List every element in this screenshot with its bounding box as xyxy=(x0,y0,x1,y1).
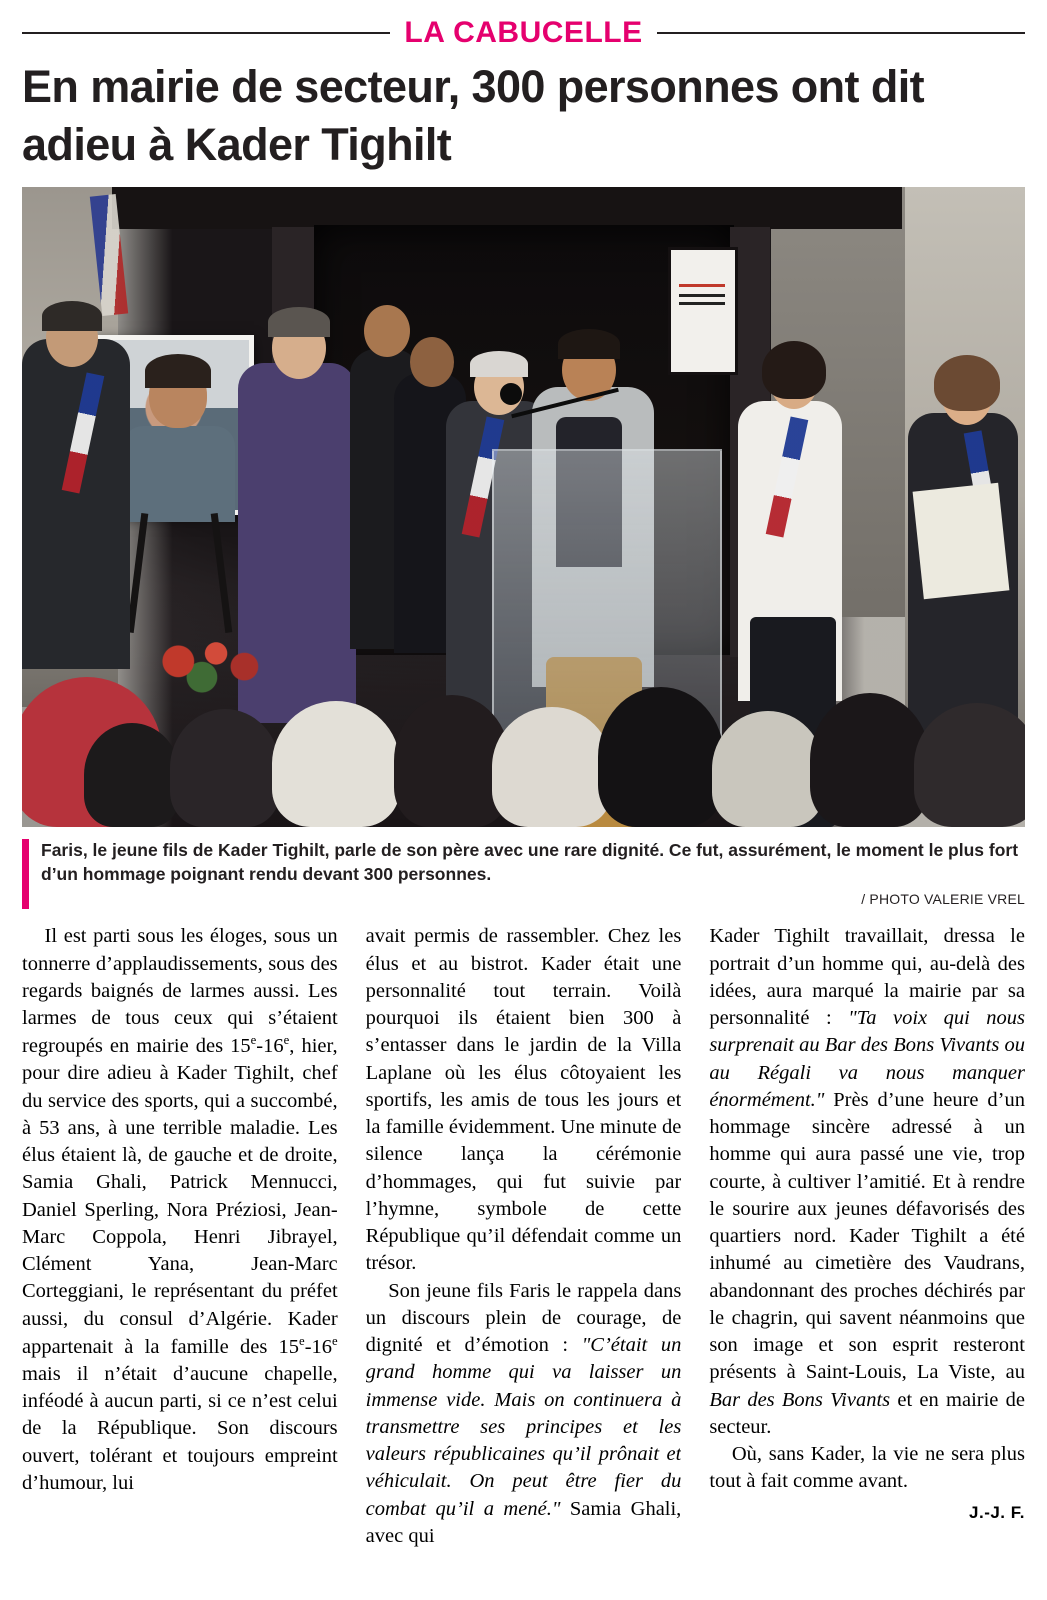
photo-poster xyxy=(668,247,738,375)
section-kicker xyxy=(22,0,1025,52)
body-column-1 xyxy=(22,923,338,1550)
article-photo xyxy=(22,187,1025,827)
page-title: En mairie de secteur, 300 personnes ont dit adieu à Kader Tighilt xyxy=(22,61,925,170)
kicker-rule-left xyxy=(22,32,390,34)
photo-caption-block xyxy=(22,839,1025,909)
paragraph: Il est parti sous les éloges, sous un tonnerre d’applaudissements, sous des regards baignés de larmes aussi. Les larmes de tous ceux qui s’étaient regroupés en mairie des 15e-16e, hier, pour dire adieu à Kader Tighilt, chef du service des sports, qui a succombé, à 53 ans, à une terrible maladie. Les élus étaient là, de gauche et de droite, Samia Ghali, Patrick Mennucci, Daniel Sperling, Nora Préziosi, Jean-Marc Coppola, Henri Jibrayel, Clément Yana, Jean-Marc Corteggiani, le représentant du préfet aussi, du consul d’Algérie. Kader appartenait à la famille des 15e-16e mais il n’était d’aucune chapelle, inféodé à aucun parti, si ce n’est celui de la République. Son discours ouvert, tolérant et toujours empreint d’humour, lui xyxy=(22,925,338,1494)
article-body xyxy=(22,923,1025,1550)
article-signature: J.-J. F. xyxy=(969,1502,1025,1522)
photo-crowd xyxy=(22,637,1025,827)
body-column-2 xyxy=(366,923,682,1550)
caption-text: Faris, le jeune fils de Kader Tighilt, parle de son père avec une rare dignité. Ce fut, assurément, le moment le plus fort d’un hommage poignant rendu devant 300 personnes. xyxy=(41,840,1019,884)
photo-folder xyxy=(913,483,1010,599)
photo-official-left xyxy=(22,339,130,669)
caption-accent-bar xyxy=(22,839,29,909)
kicker-label: LA CABUCELLE xyxy=(404,16,643,49)
photo-lintel xyxy=(112,187,902,229)
paragraph: Où, sans Kader, la vie ne sera plus tout à fait comme avant. xyxy=(709,1443,1025,1493)
paragraph: avait permis de rassembler. Chez les élus et au bistrot. Kader était une personnalité tout terrain. Voilà pourquoi ils étaient bien 300 à s’entasser dans le jardin de la Villa Laplane où les élus côtoyaient les sportifs, les amis de tous les jours et la famille évidemment. Une minute de silence lança la cérémonie d’hommages, qui fut suivie par l’hymne, symbole de cette République qu’il défendait comme un trésor. xyxy=(365,925,682,1275)
photo-credit: / PHOTO VALERIE VREL xyxy=(861,891,1025,908)
paragraph: Son jeune fils Faris le rappela dans un discours plein de courage, de dignité et d’émotion : "C’était un grand homme qui va laisser un immense vide. Mais on continuera à transmettre ses principes et les valeurs républicaines qu’il prônait et véhiculait. On peut être fier du combat qu’il a mené." Samia Ghali, avec qui xyxy=(365,1279,682,1547)
body-column-3 xyxy=(709,923,1025,1550)
photo-caption xyxy=(41,839,1025,909)
paragraph: Kader Tighilt travaillait, dressa le portrait d’un homme qui, au-delà des idées, aura marqué la mairie par sa personnalité : "Ta voix qui nous surprenait au Bar des Bons Vivants ou au Régali va nous manquer énormément." Près d’une heure d’un hommage sincère adressé à un homme qui aura passé une vie, trop courte, à cultiver l’amitié. Et à rendre le sourire aux jeunes défavorisés des quartiers nord. Kader Tighilt a été inhumé au cimetière des Vaudrans, abandonnant des proches déchirés par le chagrin, qui savent néanmoins que son image et son esprit resteront présents à Saint-Louis, La Viste, au Bar des Bons Vivants et en mairie de secteur. xyxy=(709,925,1025,1438)
kicker-rule-right xyxy=(657,32,1025,34)
